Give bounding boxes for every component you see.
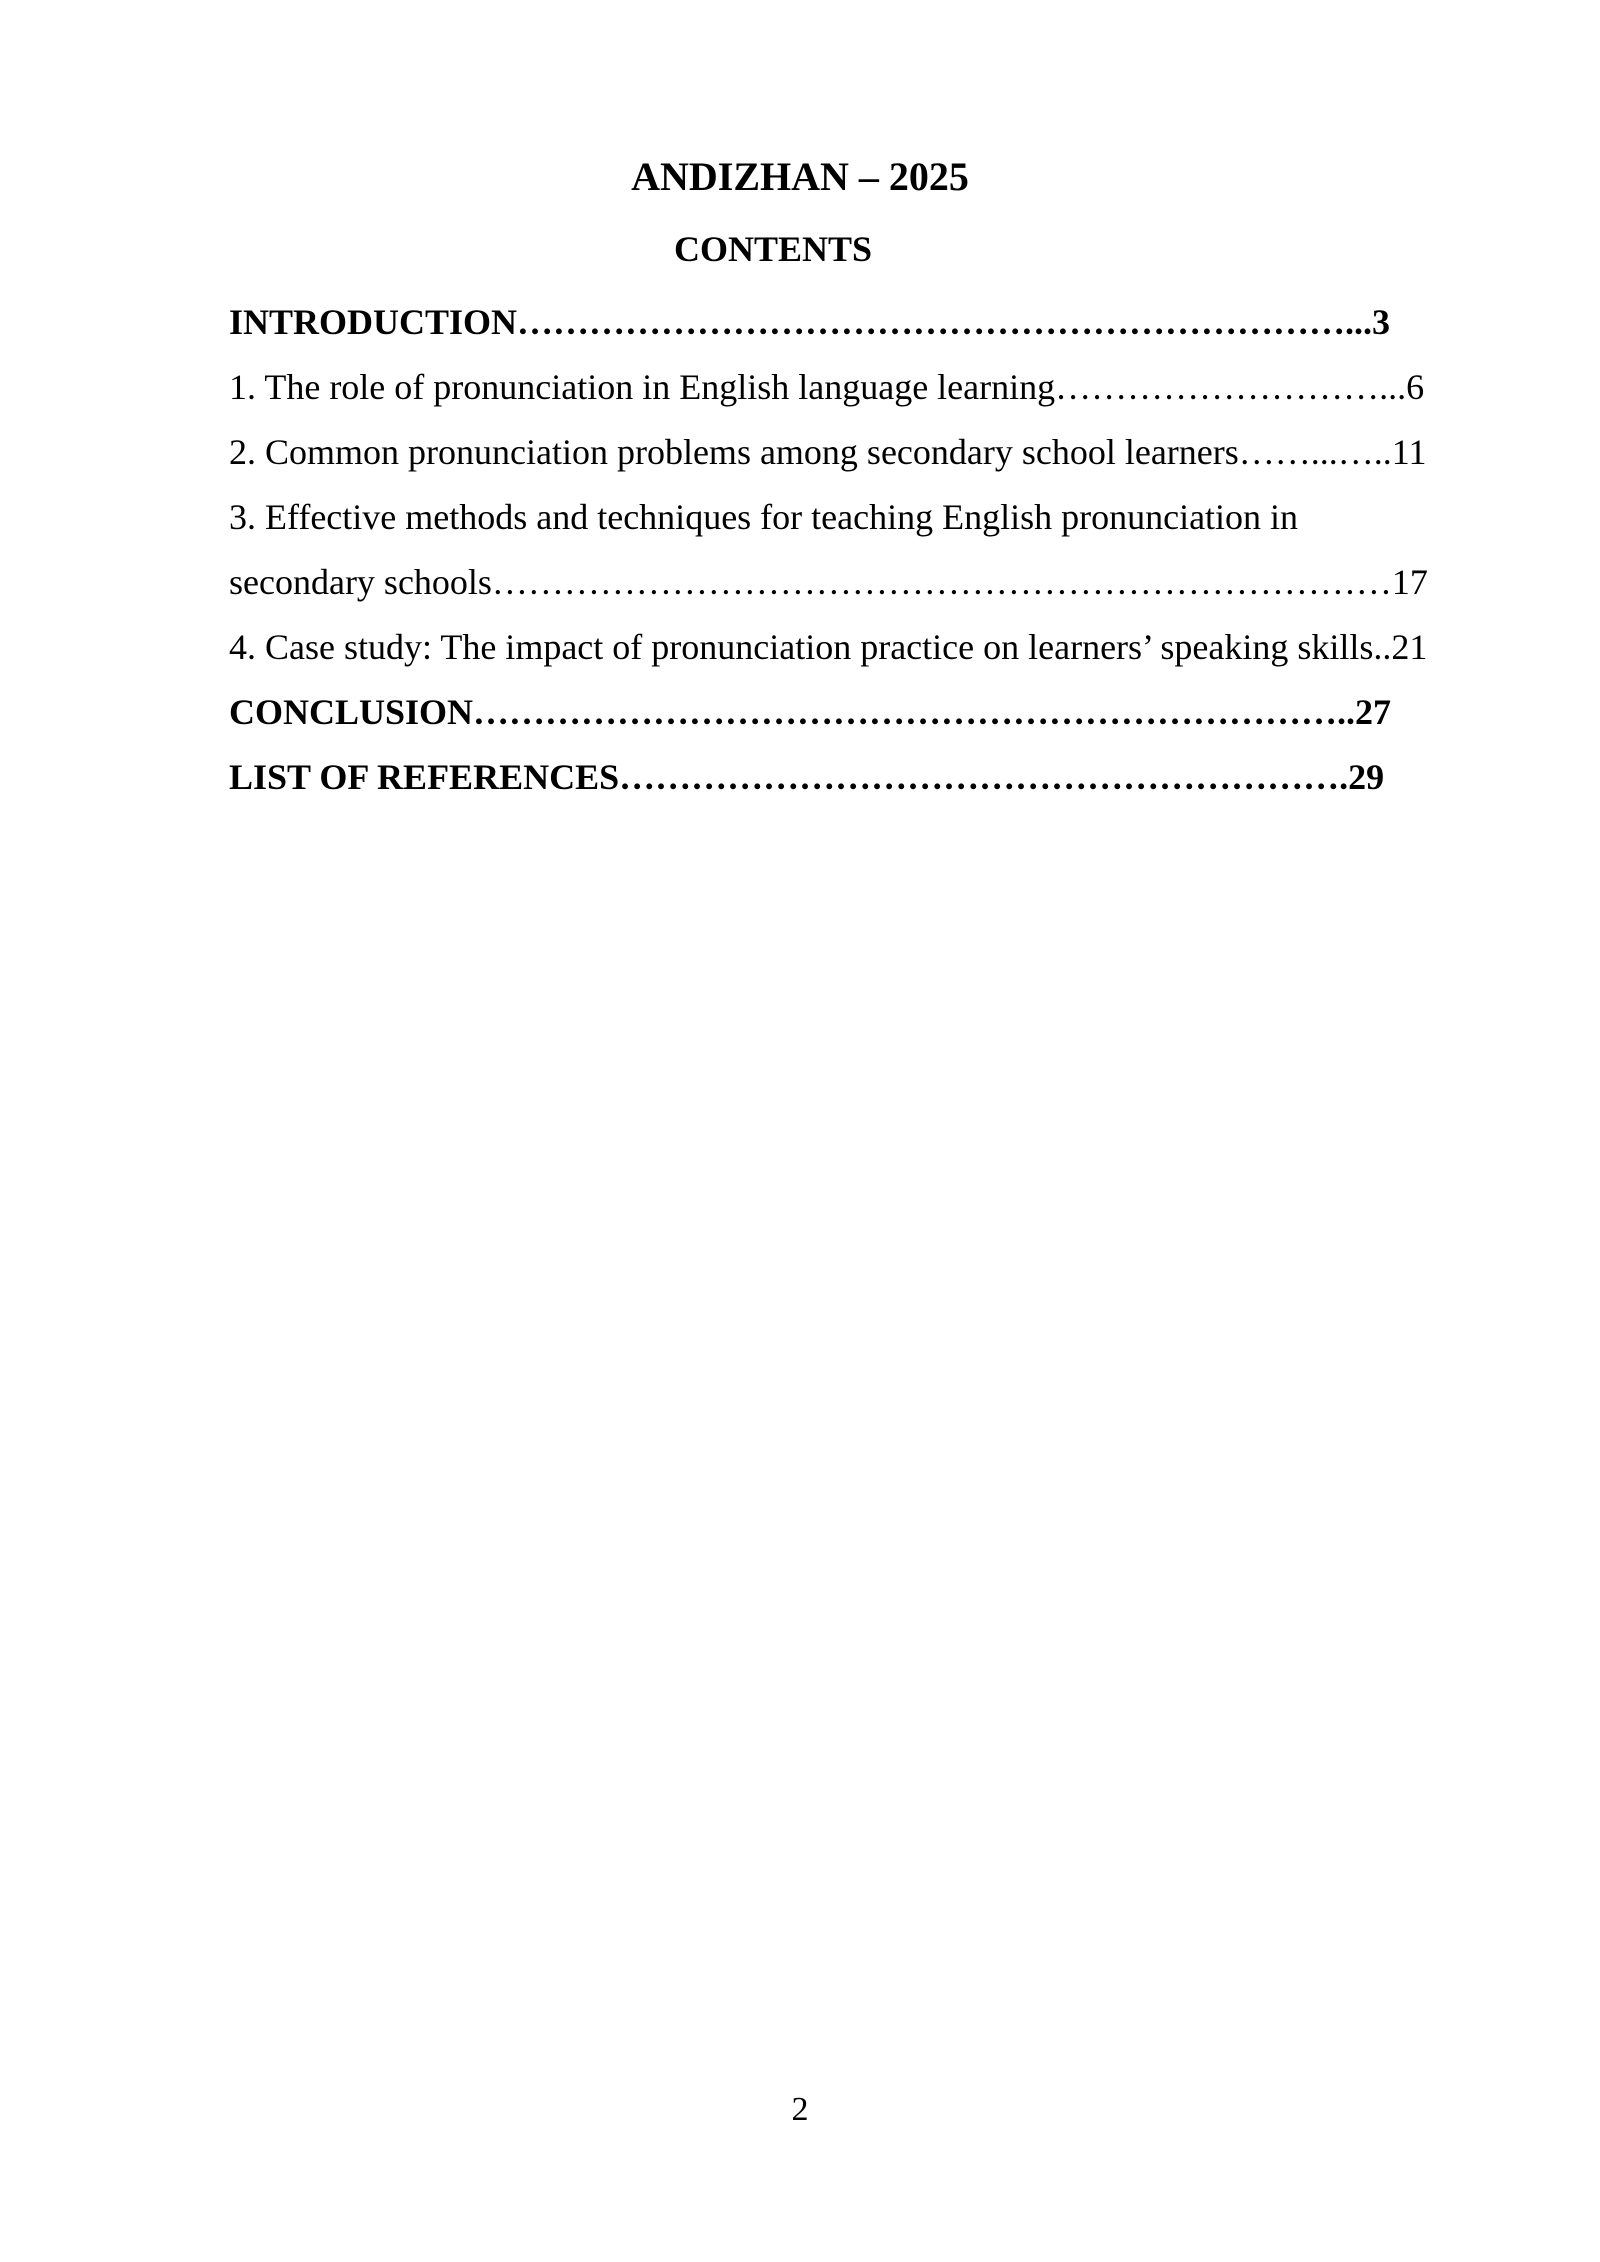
toc-entry-introduction [229,290,1489,355]
toc-entry-text: LIST OF REFERENCES…………………………………………………….29 [229,757,1385,797]
table-of-contents [229,290,1489,810]
city-year-heading: ANDIZHAN – 2025 [631,154,969,199]
toc-entry-chapter-2 [229,420,1489,485]
toc-entry-references [229,745,1489,810]
contents-title: CONTENTS [673,229,873,269]
toc-entry-chapter-3 [229,485,1489,615]
page-number: 2 [791,2091,809,2128]
toc-entry-text: INTRODUCTION……………………………………………………………...3 [229,302,1391,342]
toc-entry-text-line1: 3. Effective methods and techniques for teaching English pronunciation in [229,497,1299,537]
toc-entry-text: CONCLUSION………………………………………………………………..27 [229,692,1392,732]
toc-entry-text: 2. Common pronunciation problems among secondary school learners……...…..11 [229,432,1427,472]
toc-entry-text-line2: secondary schools…………………………………………………………………17 [229,562,1428,602]
toc-entry-text: 4. Case study: The impact of pronunciation practice on learners’ speaking skills..21 [229,627,1428,667]
toc-entry-conclusion [229,680,1489,745]
toc-entry-chapter-1 [229,355,1489,420]
toc-entry-chapter-4 [229,615,1489,680]
toc-entry-text: 1. The role of pronunciation in English language learning………………………...6 [229,367,1425,407]
